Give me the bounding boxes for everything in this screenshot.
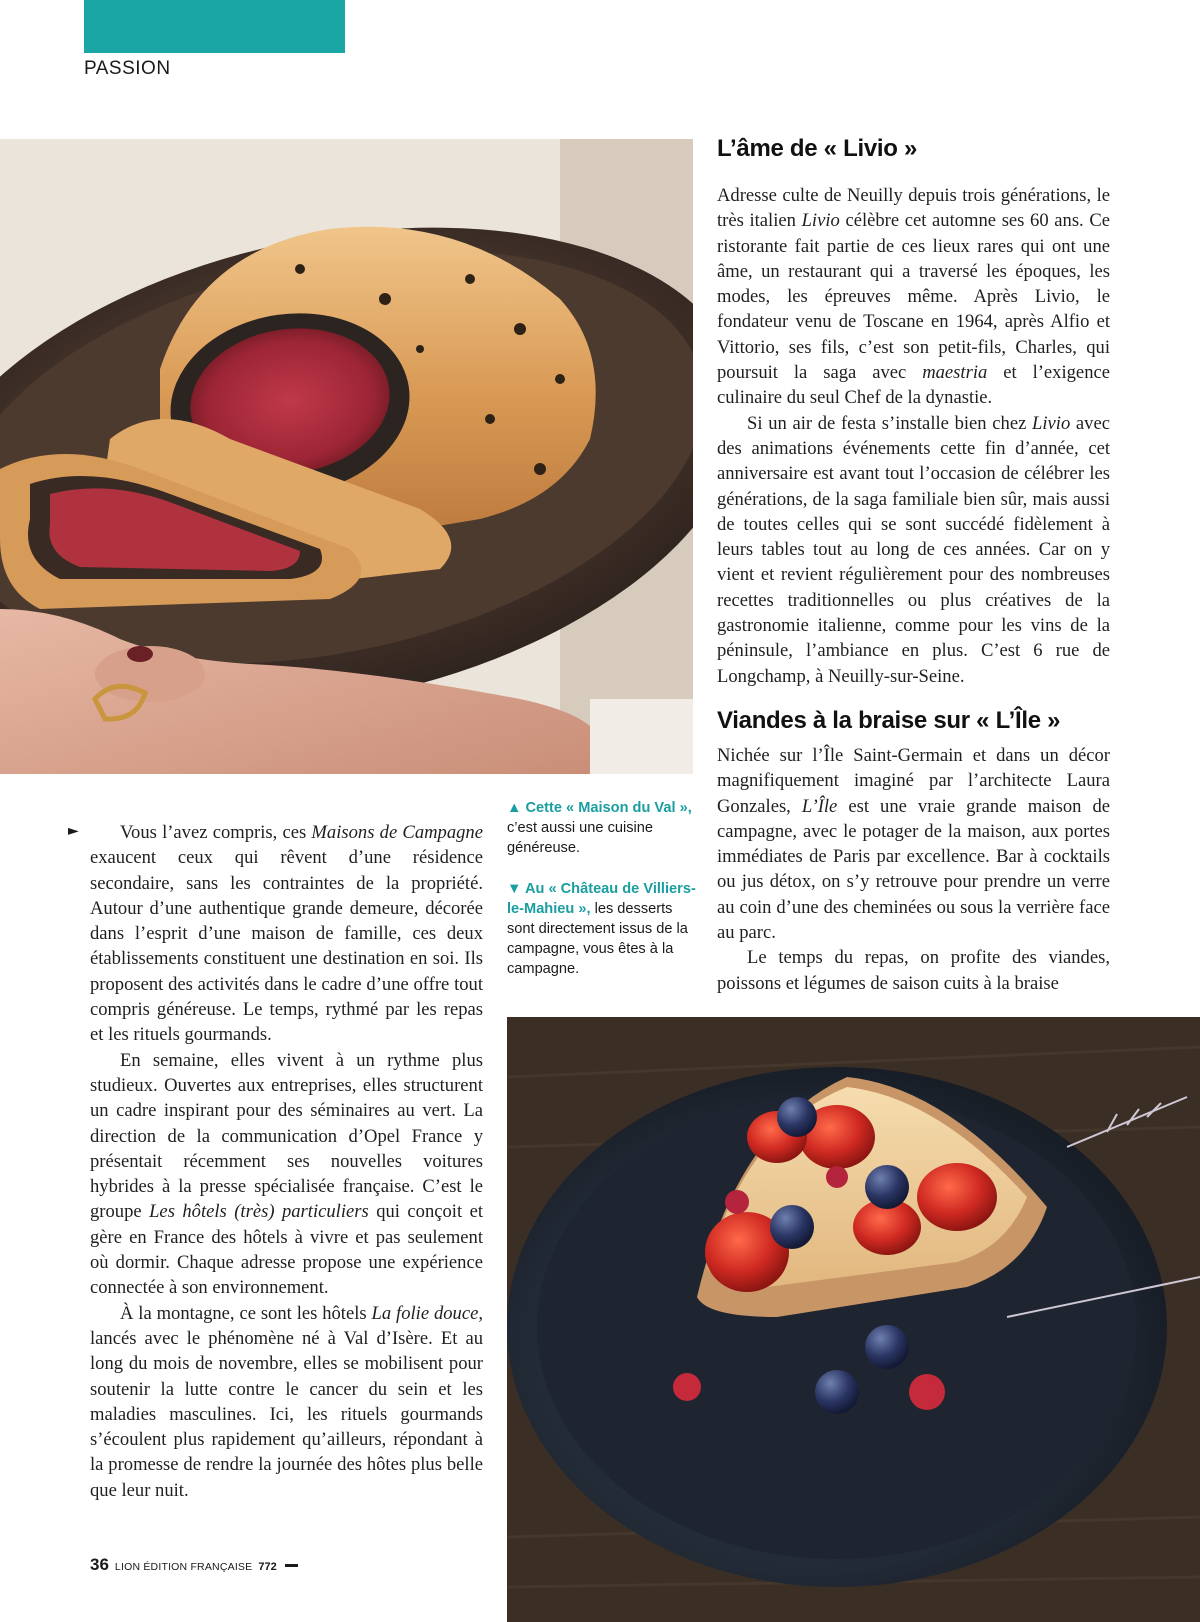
- fruit-tart-photo: [507, 1017, 1200, 1622]
- section-title-ile: Viandes à la braise sur « L’Île »: [717, 707, 1061, 734]
- photo-caption: ▲ Cette « Maison du Val », c’est aussi une cuisine généreuse.: [507, 800, 692, 856]
- paragraph: Nichée sur l’Île Saint-Germain et dans un décor magnifiquement imaginé par l’architecte Laura Gonzales, L’Île est une vraie grande maison de campagne, avec le potager de la maison, aux portes immédiates de Paris par excellence. Bar à cocktails ou jus détox, on s’y retrouve pour prendre un verre au coin d’une des cheminées ou sous la verrière face au parc.: [717, 745, 1110, 944]
- paragraph: Vous l’avez compris, ces Maisons de Campagne exaucent ceux qui rêvent d’une résidence secondaire, sans les contraintes de la propriété. Autour d’une authentique grande demeure, décorée dans l’esprit d’une maison de famille, ces deux établissements constituent une destination en soi. Ils proposent des activités dans le cadre d’une offre tout compris généreuse. Le temps, rythmé par les repas et les rituels gourmands.: [90, 822, 483, 1046]
- page-number: 36: [90, 1555, 109, 1574]
- footer-rule: [285, 1564, 298, 1567]
- section-label: PASSION: [84, 58, 171, 79]
- paragraph: Le temps du repas, on profite des viandes, poissons et légumes de saison cuits à la braise: [717, 947, 1110, 994]
- page-footer: [90, 1555, 298, 1575]
- issue-number: 772: [258, 1561, 277, 1573]
- paragraph: Adresse culte de Neuilly depuis trois générations, le très italien Livio célèbre cet automne ses 60 ans. Ce ristorante fait partie de ces lieux rares qui ont une âme, un restaurant qui a traversé les époques, les modes, les épreuves même. Après Livio, le fondateur venu de Toscane en 1964, après Alfio et Vittorio, ses fils, c’est son petit-fils, Charles, qui poursuit la saga avec maestria et l’exigence culinaire du seul Chef de la dynastie.: [717, 185, 1110, 409]
- ile-article-body: [717, 743, 1110, 996]
- beef-wellington-photo: [0, 139, 693, 774]
- photo-caption: ▼ Au « Château de Villiers-le-Mahieu », les desserts sont directement issus de la campagne, vous êtes à la campagne.: [507, 881, 696, 977]
- photo-captions: [507, 799, 697, 1001]
- section-color-bar: [84, 0, 345, 53]
- continuation-arrow-icon: ►: [68, 823, 79, 839]
- magazine-name: LION ÉDITION FRANÇAISE: [114, 1561, 253, 1573]
- paragraph: À la montagne, ce sont les hôtels La folie douce, lancés avec le phénomène né à Val d’Isère. Et au long du mois de novembre, elles se mobilisent pour soutenir la lutte contre le cancer du sein et les maladies masculines. Ici, les rituels gourmands s’écoulent plus rapidement qu’ailleurs, répondant à la promesse de rendre la journée des hôtes plus belle que leur nuit.: [90, 1302, 483, 1501]
- livio-article-body: [717, 183, 1110, 689]
- paragraph: Si un air de festa s’installe bien chez Livio avec des animations événements cette fin d’année, cet anniversaire est avant tout l’occasion de célébrer les générations, de la saga familiale bien sûr, mais aussi de toutes celles qui se sont succédé fidèlement à leurs tables tout au long de ces années. Car on y vient et revient régulièrement pour des nombreuses recettes traditionnelles ou plus créatives de la gastronomie italienne, comme pour les vins de la péninsule, l’ambiance en plus. C’est 6 rue de Longchamp, à Neuilly-sur-Seine.: [717, 412, 1110, 687]
- paragraph: En semaine, elles vivent à un rythme plus studieux. Ouvertes aux entreprises, elles structurent un cadre inspirant pour des séminaires au vert. La direction de la communication d’Opel France y présentait récemment ses nouvelles voitures hybrides à la presse spécialisée française. C’est le groupe Les hôtels (très) particuliers qui conçoit et gère en France des hôtels à vivre et pas seulement où dormir. Chaque adresse propose une expérience connectée à son environnement.: [90, 1049, 484, 1299]
- section-title-livio: L’âme de « Livio »: [717, 135, 918, 162]
- main-article-body: [90, 820, 483, 1503]
